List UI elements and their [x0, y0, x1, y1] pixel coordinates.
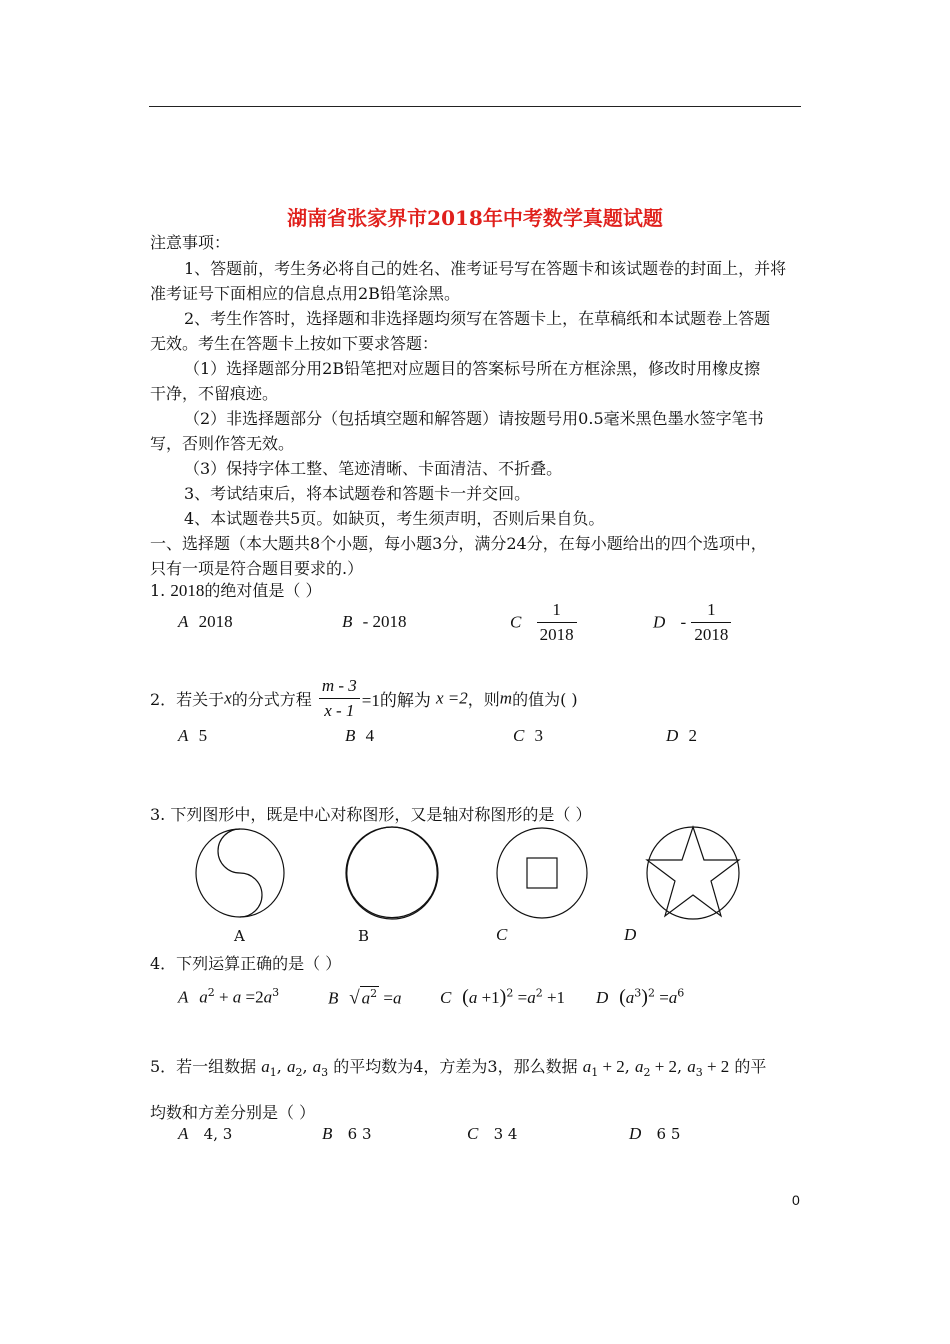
q2-stem: 2．若关于x的分式方程 $\frac{m - 3}{x - 1}$ =1的解为 x =2，则m的值为( ) — [150, 676, 578, 720]
q1-stem: 1. 2018的绝对值是（ ） — [150, 581, 322, 600]
q5-option-d: D 6 5 — [629, 1124, 681, 1143]
q3-label-d: D — [624, 925, 637, 944]
notice-1b: 准考证号下面相应的信息点用2B铅笔涂黑。 — [150, 284, 460, 303]
q3-label-b: B — [358, 927, 370, 945]
q5-option-a: A 4, 3 — [178, 1124, 233, 1143]
q1-option-b: B - 2018 — [342, 612, 407, 631]
notice-3b: 干净，不留痕迹。 — [150, 384, 279, 403]
page-number: 0 — [792, 1192, 800, 1208]
q4-option-d: D $(a^3)^2 =a^6$ — [596, 986, 685, 1008]
q1-option-c: C $\frac{1}{2018}$ — [510, 600, 577, 645]
q3-figures — [190, 824, 750, 924]
notice-4a: （2）非选择题部分（包括填空题和解答题）请按题号用0.5毫米黑色墨水签字笔书 — [184, 409, 764, 428]
notice-4b: 写，否则作答无效。 — [150, 434, 295, 453]
q4-option-c: C $(a +1)^2 =a^2 +1$ — [440, 986, 566, 1008]
q3-label-a: A — [234, 927, 245, 945]
q2-option-d: D 2 — [666, 726, 697, 745]
notice-heading: 注意事项： — [150, 233, 231, 252]
q4-stem: 4．下列运算正确的是（ ） — [150, 954, 342, 973]
q2-option-a: A 5 — [178, 726, 208, 745]
notice-1a: 1、答题前，考生务必将自己的姓名、准考证号写在答题卡和该试题卷的封面上，并将 — [184, 259, 787, 278]
q3-label-c: C — [496, 925, 508, 944]
notice-5: （3）保持字体工整、笔迹清晰、卡面清洁、不折叠。 — [184, 459, 563, 478]
q5-option-b: B 6 3 — [322, 1124, 372, 1143]
q1-option-d: D - $\frac{1}{2018}$ — [653, 600, 731, 645]
q2-option-b: B 4 — [345, 726, 375, 745]
header-rule — [149, 106, 801, 107]
q5-stem-line1: 5．若一组数据 $a_1$, $a_2$, $a_3$ 的平均数为4，方差为3，那么数据 $a_1 + 2$, $a_2 + 2$, $a_3 + 2$ 的平 — [150, 1057, 767, 1080]
section-heading-a: 一、选择题（本大题共8个小题，每小题3分，满分24分，在每小题给出的四个选项中， — [150, 534, 767, 553]
q5-option-c: C 3 4 — [467, 1124, 518, 1143]
figure-c-square-in-circle — [497, 828, 587, 918]
notice-6: 3、考试结束后，将本试题卷和答题卡一并交回。 — [184, 484, 531, 503]
section-heading-b: 只有一项是符合题目要求的.） — [150, 559, 364, 578]
figure-a-yin-yang — [196, 829, 284, 917]
notice-2b: 无效。考生在答题卡上按如下要求答题： — [150, 334, 439, 353]
notice-3a: （1）选择题部分用2B铅笔把对应题目的答案标号所在方框涂黑，修改时用橡皮擦 — [184, 359, 761, 378]
q3-stem: 3. 下列图形中，既是中心对称图形，又是轴对称图形的是（ ） — [150, 805, 592, 824]
figure-d-star-in-circle — [647, 827, 739, 919]
q2-option-c: C 3 — [513, 726, 544, 745]
q1-option-a: A 2018 — [178, 612, 233, 631]
q4-option-a: A $a^2 + a =2a^3$ — [178, 986, 280, 1007]
q4-option-b: B √ $a^2 =a$ — [328, 987, 402, 1009]
figure-b-trefoil — [346, 827, 438, 919]
notice-7: 4、本试题卷共5页。如缺页，考生须声明，否则后果自负。 — [184, 509, 605, 528]
notice-2a: 2、考生作答时，选择题和非选择题均须写在答题卡上，在草稿纸和本试题卷上答题 — [184, 309, 771, 328]
page-title: 湖南省张家界市2018年中考数学真题试题 — [287, 206, 663, 230]
q5-stem-line2: 均数和方差分别是（ ） — [150, 1103, 316, 1122]
